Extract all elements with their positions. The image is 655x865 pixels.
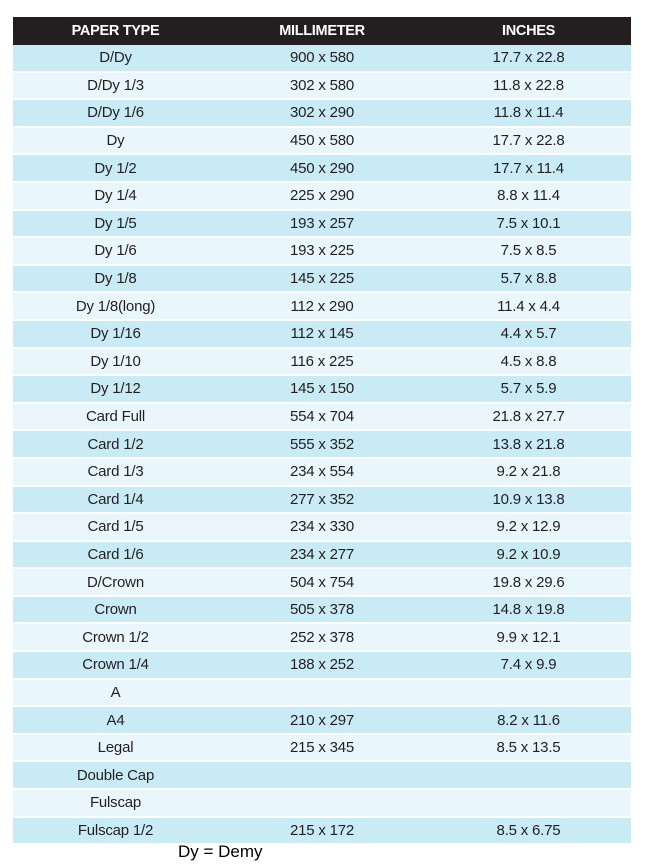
cell-inches: 9.2 x 12.9 <box>426 514 631 542</box>
table-body <box>13 45 631 845</box>
cell-paper-type: Dy 1/5 <box>13 211 218 239</box>
cell-inches <box>426 762 631 790</box>
table-row <box>13 211 631 239</box>
cell-millimeter: 225 x 290 <box>218 183 426 211</box>
cell-inches: 17.7 x 11.4 <box>426 155 631 183</box>
table-row <box>13 624 631 652</box>
cell-paper-type: D/Dy <box>13 45 218 73</box>
cell-inches: 7.5 x 8.5 <box>426 238 631 266</box>
cell-inches: 9.2 x 21.8 <box>426 459 631 487</box>
cell-millimeter: 188 x 252 <box>218 652 426 680</box>
cell-paper-type: Legal <box>13 735 218 763</box>
cell-paper-type: Dy 1/12 <box>13 376 218 404</box>
cell-inches: 17.7 x 22.8 <box>426 128 631 156</box>
cell-paper-type: Dy 1/8 <box>13 266 218 294</box>
table-row <box>13 762 631 790</box>
header-row <box>13 17 631 45</box>
cell-inches: 11.4 x 4.4 <box>426 293 631 321</box>
cell-millimeter: 505 x 378 <box>218 597 426 625</box>
cell-paper-type: Card 1/2 <box>13 431 218 459</box>
table-row <box>13 404 631 432</box>
cell-millimeter: 234 x 554 <box>218 459 426 487</box>
cell-paper-type: Crown <box>13 597 218 625</box>
cell-paper-type: A <box>13 680 218 708</box>
cell-paper-type: Dy 1/4 <box>13 183 218 211</box>
table-row <box>13 680 631 708</box>
cell-paper-type: D/Dy 1/6 <box>13 100 218 128</box>
cell-millimeter <box>218 762 426 790</box>
table-row <box>13 128 631 156</box>
cell-inches: 5.7 x 5.9 <box>426 376 631 404</box>
cell-millimeter: 450 x 290 <box>218 155 426 183</box>
cell-inches: 5.7 x 8.8 <box>426 266 631 294</box>
cell-paper-type: Dy <box>13 128 218 156</box>
cell-paper-type: Card 1/5 <box>13 514 218 542</box>
table-row <box>13 652 631 680</box>
table-row <box>13 487 631 515</box>
cell-inches: 8.8 x 11.4 <box>426 183 631 211</box>
cell-paper-type: Dy 1/10 <box>13 349 218 377</box>
cell-paper-type: Dy 1/6 <box>13 238 218 266</box>
cell-inches: 11.8 x 22.8 <box>426 73 631 101</box>
table-header <box>13 17 631 45</box>
table-row <box>13 542 631 570</box>
paper-size-table <box>13 17 631 845</box>
table-row <box>13 735 631 763</box>
cell-millimeter: 234 x 330 <box>218 514 426 542</box>
cell-millimeter: 450 x 580 <box>218 128 426 156</box>
cell-millimeter: 116 x 225 <box>218 349 426 377</box>
cell-millimeter: 555 x 352 <box>218 431 426 459</box>
cell-paper-type: D/Crown <box>13 569 218 597</box>
cell-paper-type: Dy 1/8(long) <box>13 293 218 321</box>
cell-millimeter: 215 x 345 <box>218 735 426 763</box>
cell-millimeter: 215 x 172 <box>218 818 426 846</box>
cell-paper-type: Crown 1/4 <box>13 652 218 680</box>
cell-inches: 11.8 x 11.4 <box>426 100 631 128</box>
table-row <box>13 45 631 73</box>
table-row <box>13 183 631 211</box>
cell-millimeter: 900 x 580 <box>218 45 426 73</box>
table-row <box>13 293 631 321</box>
cell-millimeter: 210 x 297 <box>218 707 426 735</box>
cell-millimeter: 302 x 290 <box>218 100 426 128</box>
table-row <box>13 321 631 349</box>
cell-millimeter <box>218 790 426 818</box>
cell-millimeter: 193 x 257 <box>218 211 426 239</box>
cell-paper-type: Fulscap 1/2 <box>13 818 218 846</box>
cell-inches: 4.5 x 8.8 <box>426 349 631 377</box>
table-row <box>13 349 631 377</box>
cell-millimeter: 145 x 150 <box>218 376 426 404</box>
cell-paper-type: Fulscap <box>13 790 218 818</box>
cell-millimeter: 302 x 580 <box>218 73 426 101</box>
footnote: Dy = Demy <box>178 842 263 861</box>
header-paper-type: PAPER TYPE <box>13 17 218 45</box>
cell-inches: 8.5 x 6.75 <box>426 818 631 846</box>
cell-inches: 19.8 x 29.6 <box>426 569 631 597</box>
cell-millimeter: 145 x 225 <box>218 266 426 294</box>
table-row <box>13 266 631 294</box>
cell-paper-type: Card 1/6 <box>13 542 218 570</box>
table-row <box>13 459 631 487</box>
cell-paper-type: A4 <box>13 707 218 735</box>
cell-millimeter: 193 x 225 <box>218 238 426 266</box>
cell-millimeter: 234 x 277 <box>218 542 426 570</box>
cell-paper-type: Card Full <box>13 404 218 432</box>
cell-inches: 17.7 x 22.8 <box>426 45 631 73</box>
table-row <box>13 818 631 846</box>
table-row <box>13 597 631 625</box>
cell-inches <box>426 790 631 818</box>
table-row <box>13 100 631 128</box>
cell-inches: 8.2 x 11.6 <box>426 707 631 735</box>
table-row <box>13 790 631 818</box>
cell-inches: 9.9 x 12.1 <box>426 624 631 652</box>
cell-paper-type: D/Dy 1/3 <box>13 73 218 101</box>
cell-millimeter: 112 x 145 <box>218 321 426 349</box>
cell-millimeter: 554 x 704 <box>218 404 426 432</box>
header-millimeter: MILLIMETER <box>218 17 426 45</box>
table-row <box>13 238 631 266</box>
cell-inches: 7.5 x 10.1 <box>426 211 631 239</box>
cell-millimeter: 277 x 352 <box>218 487 426 515</box>
cell-millimeter <box>218 680 426 708</box>
table-row <box>13 431 631 459</box>
paper-size-table-container <box>13 17 631 845</box>
cell-inches: 4.4 x 5.7 <box>426 321 631 349</box>
cell-paper-type: Card 1/3 <box>13 459 218 487</box>
cell-millimeter: 112 x 290 <box>218 293 426 321</box>
header-inches: INCHES <box>426 17 631 45</box>
cell-paper-type: Card 1/4 <box>13 487 218 515</box>
table-row <box>13 376 631 404</box>
cell-paper-type: Dy 1/2 <box>13 155 218 183</box>
cell-millimeter: 504 x 754 <box>218 569 426 597</box>
cell-millimeter: 252 x 378 <box>218 624 426 652</box>
cell-inches: 7.4 x 9.9 <box>426 652 631 680</box>
table-row <box>13 155 631 183</box>
cell-inches: 21.8 x 27.7 <box>426 404 631 432</box>
table-row <box>13 707 631 735</box>
table-row <box>13 569 631 597</box>
table-row <box>13 73 631 101</box>
cell-inches: 8.5 x 13.5 <box>426 735 631 763</box>
cell-paper-type: Dy 1/16 <box>13 321 218 349</box>
cell-paper-type: Double Cap <box>13 762 218 790</box>
cell-inches: 13.8 x 21.8 <box>426 431 631 459</box>
cell-inches: 9.2 x 10.9 <box>426 542 631 570</box>
table-row <box>13 514 631 542</box>
cell-paper-type: Crown 1/2 <box>13 624 218 652</box>
cell-inches <box>426 680 631 708</box>
cell-inches: 10.9 x 13.8 <box>426 487 631 515</box>
cell-inches: 14.8 x 19.8 <box>426 597 631 625</box>
